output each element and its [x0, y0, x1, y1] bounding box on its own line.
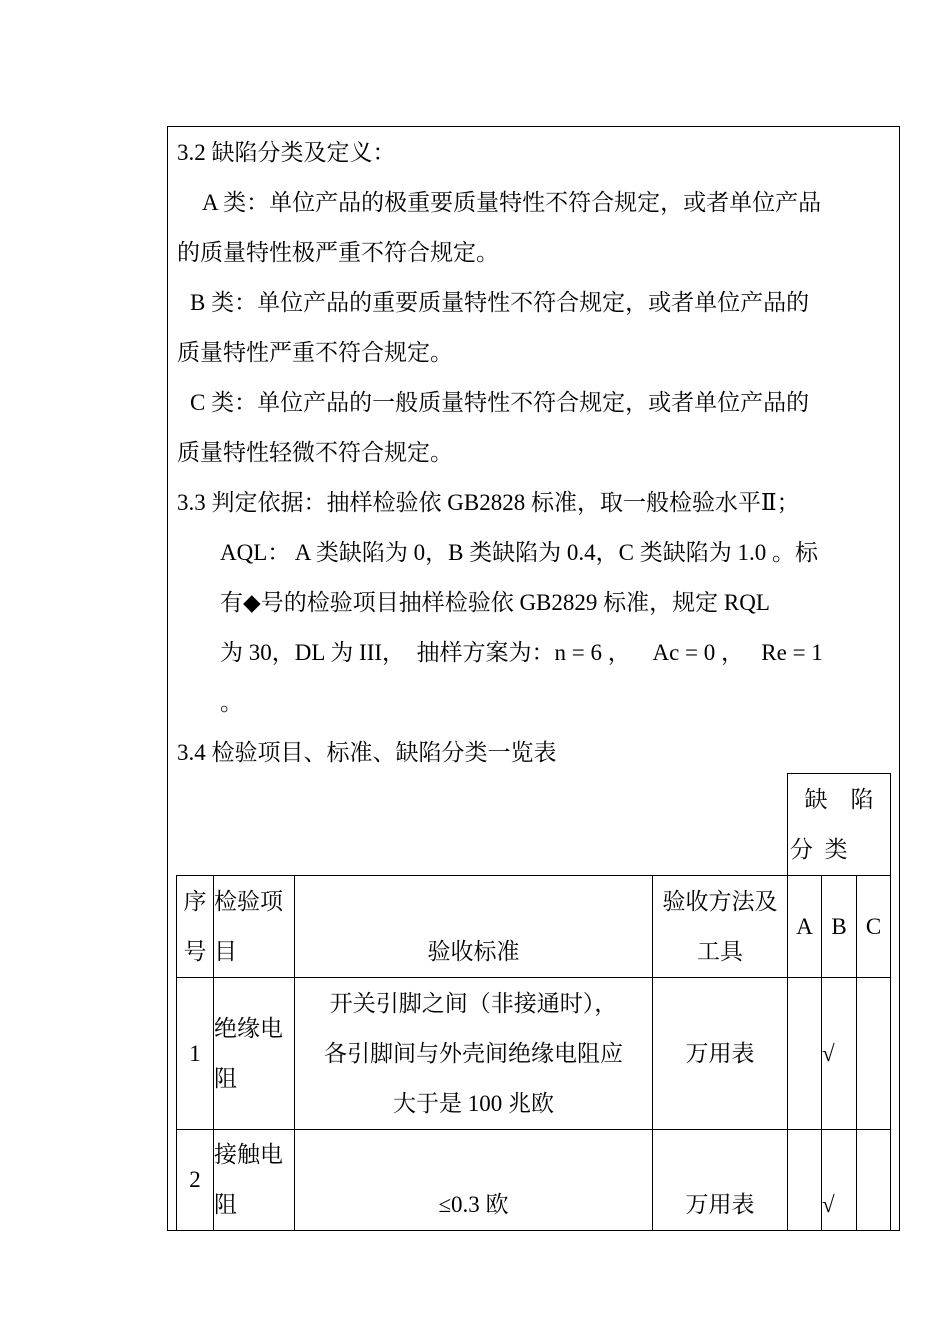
row1-item-line1: 绝缘电	[214, 1015, 283, 1041]
row1-standard	[295, 978, 653, 1130]
header-standard-text: 验收标准	[427, 939, 520, 964]
header-c: C	[857, 876, 891, 978]
blank-cell	[177, 774, 788, 876]
row1-item	[214, 978, 295, 1130]
row2-b-check-text: √	[822, 1192, 835, 1217]
header-item-line1: 检验项	[214, 888, 283, 914]
row1-method: 万用表	[653, 978, 788, 1130]
row1-a	[788, 978, 822, 1130]
row2-item	[214, 1130, 295, 1231]
header-method	[653, 876, 788, 978]
section-3-3-line1: 3.3 判定依据：抽样检验依 GB2828 标准，取一般检验水平Ⅱ；	[177, 490, 800, 515]
row2-a	[788, 1130, 822, 1231]
header-seq-line2: 号	[183, 938, 207, 964]
class-b-definition-line2: 质量特性严重不符合规定。	[177, 340, 453, 365]
row2-standard-text: ≤0.3 欧	[438, 1192, 509, 1217]
section-3-3-line4: 为 30，DL 为 III， 抽样方案为：n = 6 ， Ac = 0 ， Re = 1	[220, 640, 823, 665]
row1-c	[857, 978, 891, 1130]
row1-standard-line2: 各引脚间与外壳间绝缘电阻应	[324, 1040, 623, 1066]
header-method-line2: 工具	[697, 938, 743, 964]
defect-header-line1: 缺 陷	[804, 786, 874, 812]
table-row	[177, 978, 891, 1130]
table-header-row	[177, 876, 891, 978]
row1-seq: 1	[177, 978, 214, 1130]
defect-header-line2: 分 类	[790, 836, 848, 862]
row2-standard	[295, 1130, 653, 1231]
row1-standard-line3: 大于是 100 兆欧	[393, 1090, 554, 1116]
section-3-3-line2: AQL： A 类缺陷为 0，B 类缺陷为 0.4，C 类缺陷为 1.0 。标	[220, 540, 819, 565]
row2-c	[857, 1130, 891, 1231]
section-3-2-heading: 3.2 缺陷分类及定义：	[177, 140, 396, 165]
section-3-3-line5: 。	[220, 690, 243, 715]
class-b-definition-line1: B 类：单位产品的重要质量特性不符合规定，或者单位产品的	[190, 290, 810, 315]
class-a-definition-line1: A 类：单位产品的极重要质量特性不符合规定，或者单位产品	[202, 190, 822, 215]
header-item-line2: 目	[214, 938, 237, 964]
defect-category-header	[788, 774, 891, 876]
row2-item-line2: 阻	[214, 1192, 237, 1217]
header-item	[214, 876, 295, 978]
inspection-table	[176, 773, 891, 1231]
section-3-4-heading: 3.4 检验项目、标准、缺陷分类一览表	[177, 740, 557, 765]
table-row	[177, 1130, 891, 1231]
row1-b-check: √	[822, 978, 857, 1130]
section-3-3-line3: 有◆号的检验项目抽样检验依 GB2829 标准，规定 RQL	[220, 590, 770, 615]
row1-item-line2: 阻	[214, 1065, 237, 1091]
row2-method	[653, 1130, 788, 1231]
header-standard	[295, 876, 653, 978]
row2-method-text: 万用表	[685, 1192, 755, 1217]
defect-header-row	[177, 774, 891, 876]
header-b: B	[822, 876, 857, 978]
row1-standard-line1: 开关引脚之间（非接通时），	[329, 990, 618, 1016]
row2-item-line1: 接触电	[214, 1142, 283, 1167]
header-seq	[177, 876, 214, 978]
header-seq-line1: 序	[183, 888, 207, 914]
header-method-line1: 验收方法及	[662, 888, 778, 914]
class-a-definition-line2: 的质量特性极严重不符合规定。	[177, 240, 499, 265]
row2-seq: 2	[177, 1130, 214, 1231]
row2-b-check	[822, 1130, 857, 1231]
class-c-definition-line1: C 类：单位产品的一般质量特性不符合规定，或者单位产品的	[190, 390, 810, 415]
class-c-definition-line2: 质量特性轻微不符合规定。	[177, 440, 453, 465]
header-a: A	[788, 876, 822, 978]
